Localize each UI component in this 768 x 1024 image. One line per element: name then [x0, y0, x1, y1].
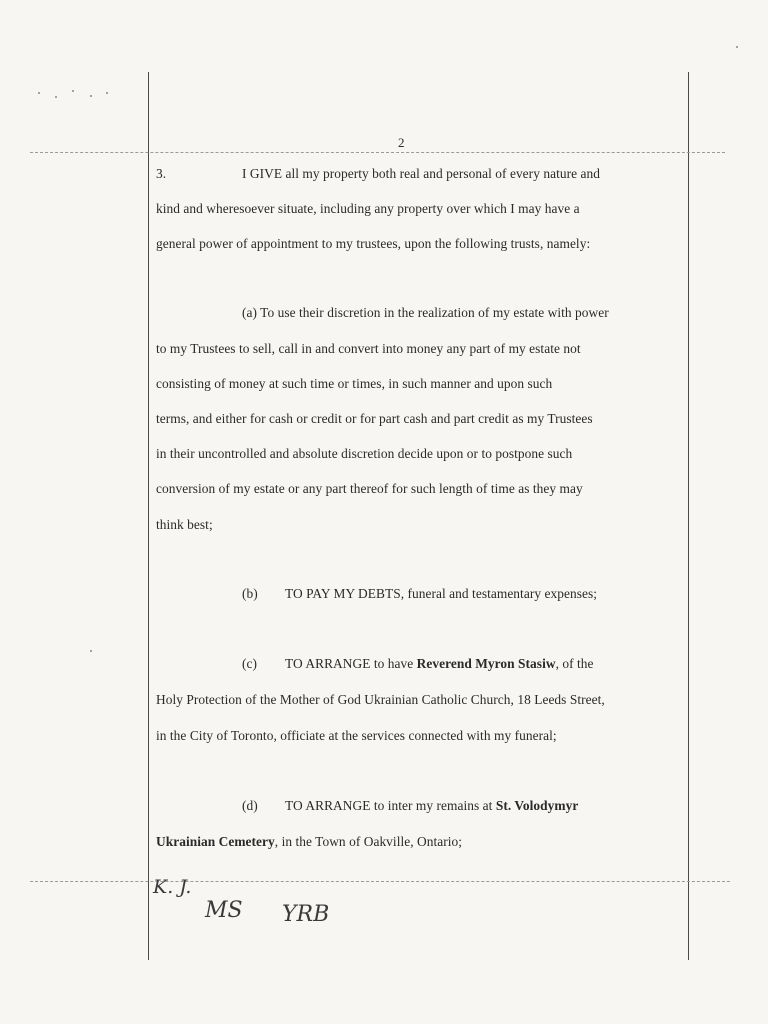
- item-d-first-line: [285, 798, 578, 814]
- item-d-cemetery-name: Ukrainian Cemetery: [156, 834, 275, 849]
- item-a-line: consisting of money at such time or times, in such manner and upon such: [156, 376, 553, 391]
- clause-3-line: general power of appointment to my trustees, upon the following trusts, namely:: [156, 236, 591, 251]
- item-b-text: TO PAY MY DEBTS, funeral and testamentary expenses;: [285, 586, 597, 601]
- item-d-second-line: [156, 834, 462, 850]
- item-d-text: TO ARRANGE to inter my remains at: [285, 798, 496, 813]
- item-a-first-line: [242, 305, 609, 321]
- item-d-label: (d): [242, 798, 258, 813]
- clause-3-line: kind and wheresoever situate, including any property over which I may have a: [156, 201, 580, 216]
- scan-speck: [736, 46, 738, 48]
- item-b-label: (b): [242, 586, 258, 601]
- scan-speck: [90, 95, 92, 97]
- item-c-reverend-name: Reverend Myron Stasiw: [416, 656, 556, 671]
- handwritten-initials: K. J.: [153, 876, 192, 898]
- item-a-line: in their uncontrolled and absolute discretion decide upon or to postpone such: [156, 446, 573, 461]
- scan-speck: [106, 92, 108, 94]
- handwritten-initials: YRB: [282, 902, 330, 927]
- left-margin-rule: [148, 72, 149, 960]
- item-a-line: terms, and either for cash or credit or for part cash and part credit as my Trustees: [156, 411, 593, 426]
- item-a-text: To use their discretion in the realization of my estate with power: [260, 305, 609, 320]
- bottom-rule: [30, 881, 730, 882]
- top-rule: [30, 152, 725, 153]
- right-margin-rule: [688, 72, 689, 960]
- clause-number: 3.: [156, 166, 167, 181]
- item-d-cemetery-name: St. Volodymyr: [495, 798, 579, 813]
- clause-3-line: I GIVE all my property both real and personal of every nature and: [242, 166, 600, 181]
- item-a-line: think best;: [156, 517, 213, 532]
- scan-speck: [72, 90, 74, 92]
- item-c-text: , of the: [555, 656, 594, 671]
- item-d-text: , in the Town of Oakville, Ontario;: [274, 834, 463, 849]
- item-a-line: to my Trustees to sell, call in and convert into money any part of my estate not: [156, 341, 581, 356]
- item-a-label: (a): [242, 305, 258, 320]
- scan-speck: [38, 92, 40, 94]
- scan-speck: [90, 650, 92, 652]
- page-number: 2: [398, 135, 405, 150]
- item-c-label: (c): [242, 656, 258, 671]
- item-c-first-line: [285, 656, 594, 672]
- handwritten-initials: MS: [205, 898, 243, 923]
- scan-speck: [55, 96, 57, 98]
- item-c-line: Holy Protection of the Mother of God Ukrainian Catholic Church, 18 Leeds Street,: [156, 692, 605, 707]
- item-c-line: in the City of Toronto, officiate at the services connected with my funeral;: [156, 728, 557, 743]
- item-a-line: conversion of my estate or any part thereof for such length of time as they may: [156, 481, 583, 496]
- item-c-text: TO ARRANGE to have: [285, 656, 417, 671]
